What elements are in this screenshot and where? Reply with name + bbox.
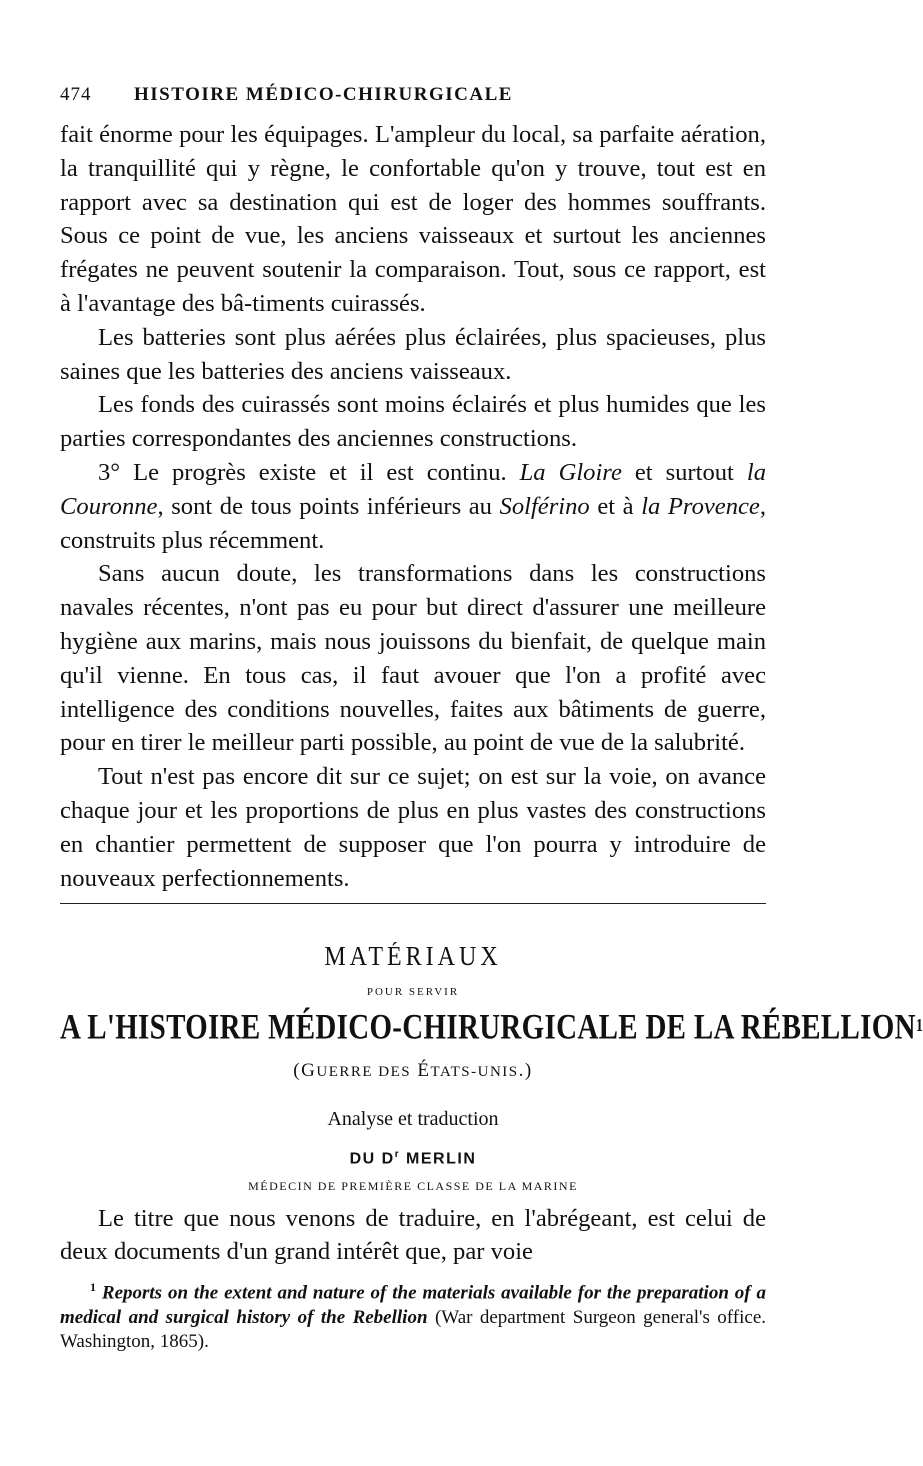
ship-name-gloire: La Gloire bbox=[519, 458, 622, 486]
footnote-reference: 1 bbox=[915, 1017, 923, 1037]
text-line: fait énorme pour les équipages. L'ampleur du local, sa parfaite bbox=[60, 121, 675, 148]
paragraph-titre: Le titre que nous venons de traduire, en l'abrégeant, est celui de deux documents d'un grand intérêt que, par voie bbox=[60, 1204, 766, 1266]
subtitle-part: .) bbox=[518, 1060, 533, 1082]
heading-subtitle bbox=[60, 1060, 766, 1082]
heading-main-title bbox=[60, 1006, 923, 1049]
running-title: HISTOIRE MÉDICO-CHIRURGICALE bbox=[134, 84, 513, 105]
page-number: 474 bbox=[60, 84, 92, 105]
text-line: timents cuirassés. bbox=[252, 289, 426, 317]
text-span: 3° Le progrès existe et il est continu. bbox=[98, 458, 520, 486]
ship-name-couronne: la Couronne bbox=[60, 458, 766, 520]
footnote bbox=[60, 1275, 766, 1353]
footnote-title: Reports on the extent and nature of the materials available for the preparation of a medical and surgical history of the Rebellion bbox=[60, 1282, 766, 1328]
subtitle-part: É bbox=[411, 1060, 431, 1082]
paragraph-batteries: Les batteries sont plus aérées plus éclairées, plus spacieuses, plus saines que les batteries des anciens vaisseaux. bbox=[60, 323, 766, 385]
author-name: MERLIN bbox=[400, 1150, 477, 1168]
main-title-text: A L'HISTOIRE MÉDICO-CHIRURGICALE DE LA RÉBELLION bbox=[60, 1007, 916, 1048]
paragraph-transformations: Sans aucun doute, les transformations dans les constructions navales récentes, n'ont pas eu pour but direct d'assurer une meilleure hygiène aux marins, mais nous jouissons du bienfait, de quelque main qu'il vienne. En tous cas, il faut avouer que l'on a profité avec intelligence des conditions nouvelles, faites aux bâtiments de guerre, pour en tirer le meilleur parti possible, au point de vue de la salubrité. bbox=[60, 560, 766, 757]
text-line: des hommes souffrants. Sous ce point de vue, les anciens bbox=[60, 188, 766, 250]
text-line: aération, la tranquillité qui y règne, le confortable qu'on y bbox=[60, 121, 766, 182]
text-span: et surtout bbox=[621, 458, 747, 486]
ship-name-provence: la Provence bbox=[641, 492, 760, 520]
paragraph-conclusion: Tout n'est pas encore dit sur ce sujet; on est sur la voie, on avance chaque jour et les proportions de plus en plus vastes des constructions en chantier permettent de supposer que l'on pourra y introduire de nouveaux perfectionnements. bbox=[60, 763, 766, 892]
heading-author bbox=[60, 1149, 766, 1168]
subtitle-part: (G bbox=[293, 1060, 317, 1082]
heading-materiaux: MATÉRIAUX bbox=[324, 942, 502, 973]
section-heading bbox=[60, 942, 923, 1193]
paragraph-continued bbox=[60, 118, 766, 321]
author-prefix: DU D bbox=[349, 1150, 395, 1168]
heading-pour-servir: POUR SERVIR bbox=[366, 986, 460, 999]
subtitle-part: TATS-UNIS bbox=[430, 1064, 519, 1081]
text-line: trouve, tout est en rapport avec sa destination qui est de loger bbox=[60, 154, 766, 216]
paragraph-progres bbox=[60, 456, 766, 557]
footnote-source: (War department Surgeon general's office. Washington, 1865). bbox=[60, 1306, 767, 1352]
author-title-sup: r bbox=[394, 1149, 401, 1161]
text-span: et à bbox=[589, 492, 642, 520]
heading-analyse: Analyse et traduction bbox=[327, 1108, 499, 1131]
subtitle-part: UERRE DES bbox=[316, 1064, 412, 1081]
ship-name-solferino: Solférino bbox=[499, 492, 590, 520]
body-text-after-heading bbox=[60, 1202, 766, 1270]
running-header bbox=[60, 84, 766, 118]
body-text bbox=[60, 118, 766, 895]
text-span: , sont de tous points inférieurs au bbox=[157, 492, 500, 520]
text-span: , construits plus récemment. bbox=[60, 492, 767, 554]
footnote-mark: 1 bbox=[90, 1280, 96, 1295]
text-line: la comparaison. Tout, sous ce rapport, est à l'avantage des bâ- bbox=[60, 256, 766, 317]
paragraph-fonds: Les fonds des cuirassés sont moins éclairés et plus humides que les parties correspondantes des anciennes constructions. bbox=[60, 391, 766, 453]
text-line: vaisseaux et surtout les anciennes frégates ne peuvent soutenir bbox=[60, 222, 766, 284]
heading-author-role: MÉDECIN DE PREMIÈRE CLASSE DE LA MARINE bbox=[248, 1178, 578, 1193]
section-divider bbox=[60, 903, 766, 904]
